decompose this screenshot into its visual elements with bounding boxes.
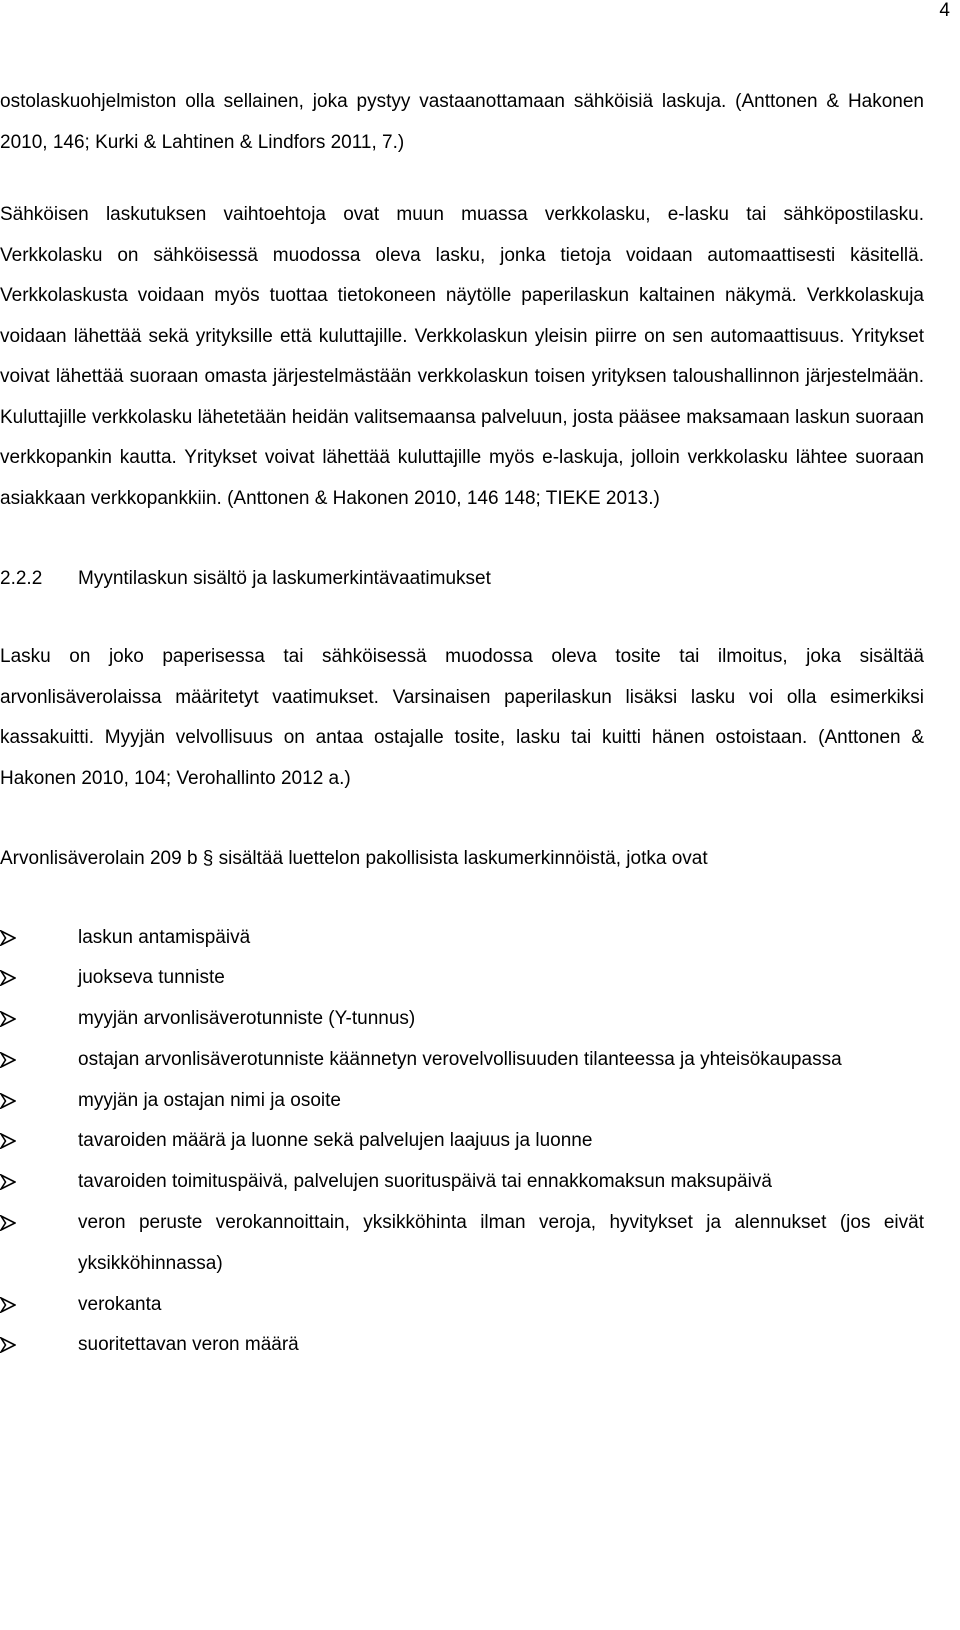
list-item [0,1325,924,1366]
arrowhead-bullet-icon [0,1325,78,1366]
list-item [0,1040,924,1081]
arrowhead-bullet-icon [0,1162,78,1203]
paragraph-invoice-software: ostolaskuohjelmiston olla sellainen, joka pystyy vastaanottamaan sähköisiä laskuja. (Anttonen & Hakonen 2010, 146; Kurki & Lahtinen & Lindfors 2011, 7.) [0,91,924,153]
paragraph-vat-law-intro: Arvonlisäverolain 209 b § sisältää luettelon pakollisista laskumerkinnöistä, jotka ovat [0,848,708,869]
arrowhead-bullet-icon [0,1203,78,1244]
list-item-text: suoritettavan veron määrä [78,1334,299,1356]
list-item-text: ostajan arvonlisäverotunniste käännetyn verovelvollisuuden tilanteessa ja yhteisökaupassa [78,1048,842,1070]
list-item [0,999,924,1040]
list-item-text: verokanta [78,1293,162,1315]
arrowhead-bullet-icon [0,918,78,959]
arrowhead-bullet-icon [0,1040,78,1081]
list-item-text: tavaroiden toimituspäivä, palvelujen suorituspäivä tai ennakkomaksun maksupäivä [78,1171,772,1193]
page-content [0,82,924,1366]
list-item [0,1162,924,1203]
list-item [0,918,924,959]
list-item-text: veron peruste verokannoittain, yksikköhinta ilman veroja, hyvitykset ja alennukset (jos eivät yksikköhinnassa) [78,1212,924,1274]
section-title: Myyntilaskun sisältö ja laskumerkintävaatimukset [78,568,491,589]
arrowhead-bullet-icon [0,1081,78,1122]
arrowhead-bullet-icon [0,958,78,999]
arrowhead-bullet-icon [0,999,78,1040]
page-number: 4 [939,0,950,21]
section-heading [0,559,924,599]
list-item-text: laskun antamispäivä [78,926,251,948]
list-item-text: tavaroiden määrä ja luonne sekä palvelujen laajuus ja luonne [78,1130,593,1152]
arrowhead-bullet-icon [0,1285,78,1326]
paragraph-electronic-invoicing: Sähköisen laskutuksen vaihtoehtoja ovat muun muassa verkkolasku, e-lasku tai sähköpostilasku. Verkkolasku on sähköisessä muodossa oleva lasku, jonka tietoja voidaan automaattisesti käsitellä. Verkkolaskusta voidaan myös tuottaa tietokoneen näytölle paperilaskun kaltainen näkymä. Verkkolaskuja voidaan lähettää sekä yrityksille että kuluttajille. Verkkolaskun yleisin piirre on sen automaattisuus. Yritykset voivat lähettää suoraan omasta järjestelmästään verkkolaskun toisen yrityksen taloushallinnon järjestelmään. Kuluttajille verkkolasku lähetetään heidän valitsemaansa palveluun, josta pääsee maksamaan laskun suoraan verkkopankin kautta. Yritykset voivat lähettää kuluttajille myös e-laskuja, jolloin verkkolasku lähtee suoraan asiakkaan verkkopankkiin. (Anttonen & Hakonen 2010, 146 148; TIEKE 2013.) [0,204,924,509]
arrowhead-bullet-icon [0,1121,78,1162]
list-item [0,1203,924,1285]
paragraph-invoice-definition: Lasku on joko paperisessa tai sähköisessä muodossa oleva tosite tai ilmoitus, joka sisältää arvonlisäverolaissa määritetyt vaatimukset. Varsinaisen paperilaskun lisäksi lasku voi olla esimerkiksi kassakuitti. Myyjän velvollisuus on antaa ostajalle tosite, lasku tai kuitti hänen ostoistaan. (Anttonen & Hakonen 2010, 104; Verohallinto 2012 a.) [0,646,924,789]
required-invoice-markings-list [0,918,924,1367]
list-item [0,1285,924,1326]
list-item-text: myyjän arvonlisäverotunniste (Y-tunnus) [78,1008,416,1030]
list-item [0,1121,924,1162]
list-item-text: myyjän ja ostajan nimi ja osoite [78,1089,341,1111]
list-item [0,1081,924,1122]
list-item [0,958,924,999]
section-number: 2.2.2 [0,568,43,589]
list-item-text: juokseva tunniste [78,967,225,989]
